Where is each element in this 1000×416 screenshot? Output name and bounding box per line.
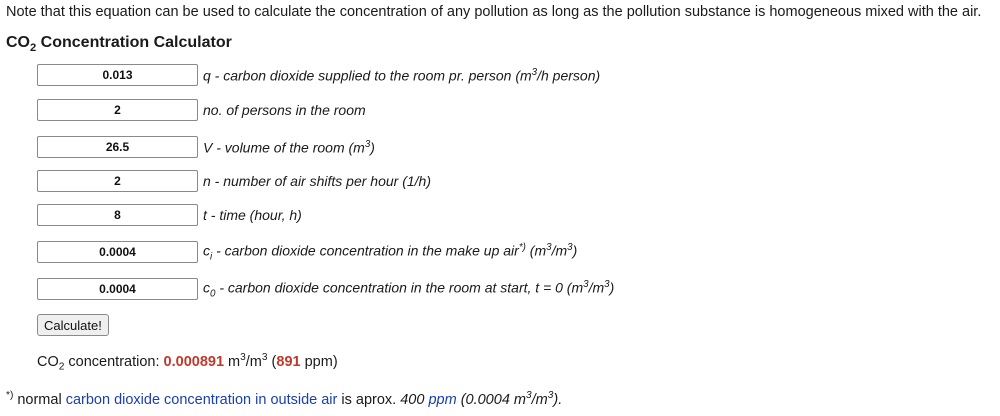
result-ppm: 891 bbox=[276, 353, 301, 370]
page-title: $CO_2$ Concentration Calculator bbox=[6, 34, 232, 55]
row-volume bbox=[37, 136, 375, 158]
outside-air-link[interactable]: carbon dioxide concentration in outside air bbox=[65, 391, 338, 408]
c0-input[interactable]: 0.0004 bbox=[37, 278, 198, 300]
row-persons bbox=[37, 99, 366, 121]
row-ci bbox=[37, 241, 577, 263]
q-input[interactable]: 0.013 bbox=[37, 64, 198, 86]
result-line: $CO_2$ concentration: 0.000891 $m^3/m^3$ (891 ppm) bbox=[37, 352, 338, 373]
row-air-shifts bbox=[37, 170, 431, 192]
c0-label: $c_0$ - carbon dioxide concentration in the room at start, t = 0 $(m^3/m^3)$ bbox=[203, 278, 615, 300]
footnote: *) normal carbon dioxide concentration in outside air is aprox. 400 ppm (0.0004 $m^3/m^3$). bbox=[6, 390, 563, 408]
ppm-link[interactable]: ppm bbox=[428, 391, 457, 408]
persons-input[interactable]: 2 bbox=[37, 99, 198, 121]
persons-label: no. of persons in the room bbox=[203, 102, 366, 118]
row-time bbox=[37, 204, 302, 226]
ci-label: $c_i$ - carbon dioxide concentration in the make up air*) $(m^3/m^3)$ bbox=[203, 241, 578, 263]
calculate-button[interactable]: Calculate! bbox=[37, 314, 109, 336]
volume-label: V - volume of the room $(m^3)$ bbox=[203, 138, 375, 156]
time-input[interactable]: 8 bbox=[37, 204, 198, 226]
row-q bbox=[37, 64, 600, 86]
intro-text: Note that this equation can be used to calculate the concentration of any pollution as long as the pollution substance is homogeneous mixed with the air. bbox=[6, 4, 982, 20]
result-value: 0.000891 bbox=[163, 353, 225, 370]
row-c0 bbox=[37, 278, 614, 300]
ci-input[interactable]: 0.0004 bbox=[37, 241, 198, 263]
volume-input[interactable]: 26.5 bbox=[37, 136, 198, 158]
air-shifts-label: n - number of air shifts per hour (1/h) bbox=[203, 173, 431, 189]
air-shifts-input[interactable]: 2 bbox=[37, 170, 198, 192]
time-label: t - time (hour, h) bbox=[203, 207, 302, 223]
q-label: q - carbon dioxide supplied to the room pr. person ($m^3/h$ person) bbox=[203, 66, 601, 84]
